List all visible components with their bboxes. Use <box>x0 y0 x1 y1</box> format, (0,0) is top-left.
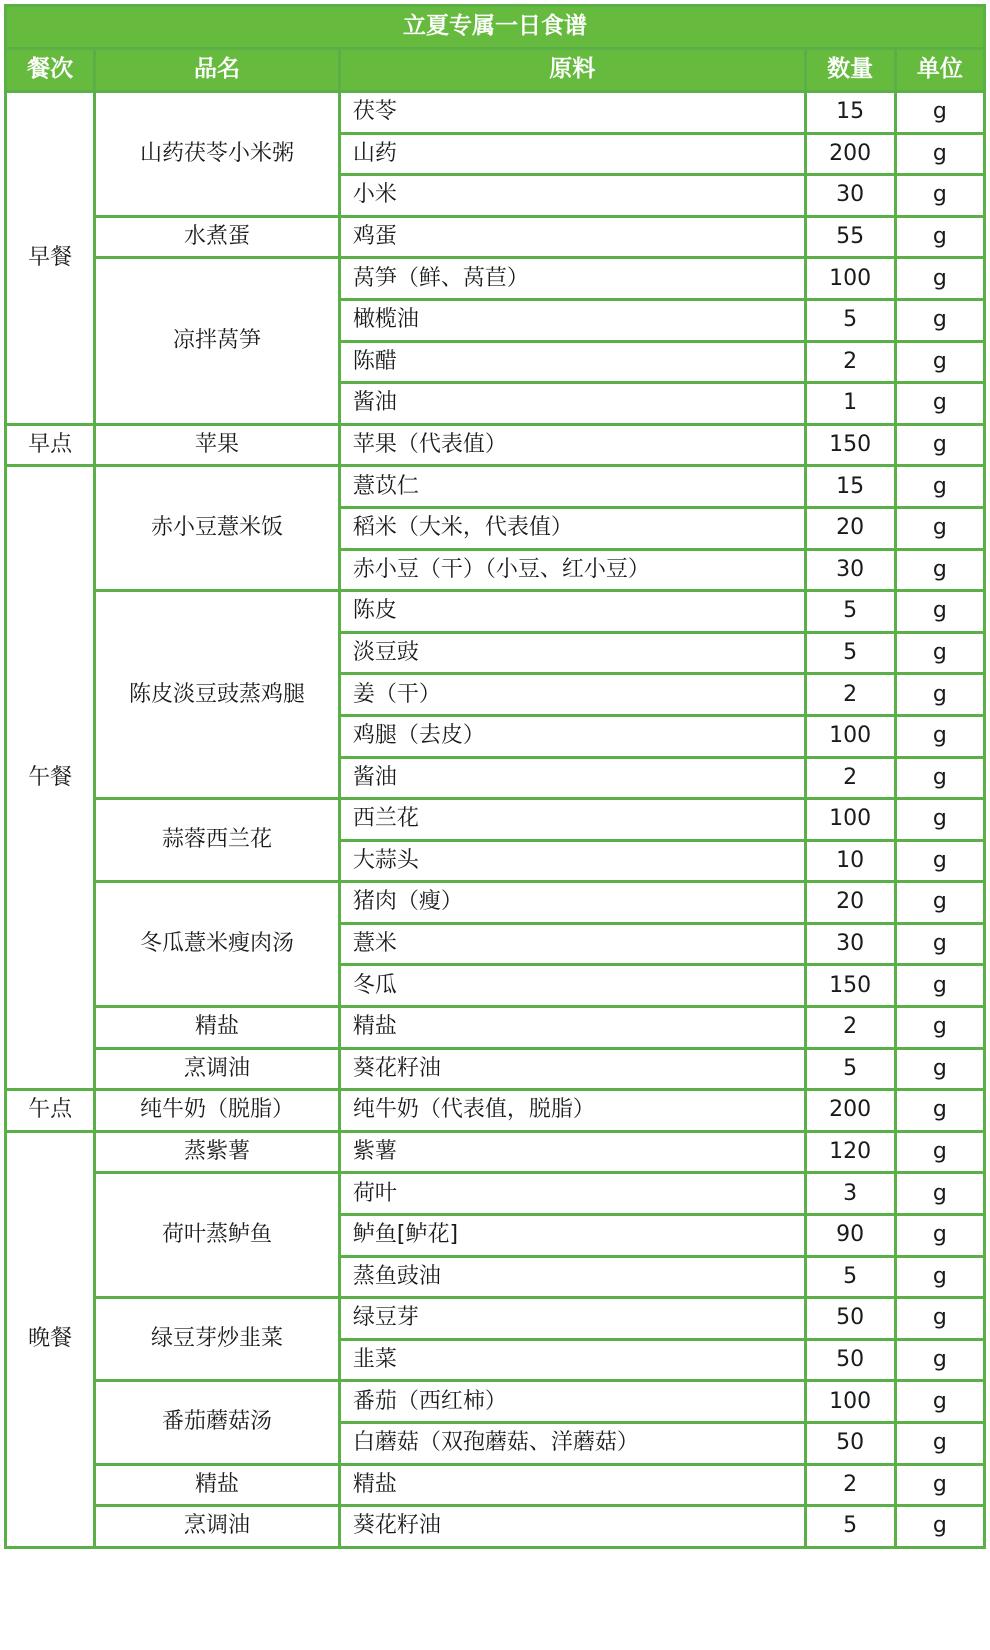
ingredient-cell: 大蒜头 <box>339 840 805 882</box>
dish-cell: 蒸紫薯 <box>95 1131 340 1173</box>
table-row <box>6 1173 985 1215</box>
unit-cell: g <box>895 424 984 466</box>
unit-cell: g <box>895 1215 984 1257</box>
quantity-cell: 2 <box>805 1464 895 1506</box>
quantity-cell: 50 <box>805 1339 895 1381</box>
quantity-cell: 30 <box>805 923 895 965</box>
unit-cell: g <box>895 1256 984 1298</box>
quantity-cell: 5 <box>805 1048 895 1090</box>
dish-cell: 水煮蛋 <box>95 216 340 258</box>
unit-cell: g <box>895 299 984 341</box>
unit-cell: g <box>895 341 984 383</box>
header-quantity: 数量 <box>805 49 895 92</box>
unit-cell: g <box>895 549 984 591</box>
ingredient-cell: 酱油 <box>339 757 805 799</box>
ingredient-cell: 白蘑菇（双孢蘑菇、洋蘑菇） <box>339 1423 805 1465</box>
unit-cell: g <box>895 1506 984 1548</box>
dish-cell: 山药茯苓小米粥 <box>95 92 340 217</box>
unit-cell: g <box>895 1298 984 1340</box>
quantity-cell: 15 <box>805 92 895 134</box>
quantity-cell: 5 <box>805 1256 895 1298</box>
quantity-cell: 5 <box>805 1506 895 1548</box>
dish-cell: 冬瓜薏米瘦肉汤 <box>95 882 340 1007</box>
unit-cell: g <box>895 175 984 217</box>
ingredient-cell: 赤小豆（干）（小豆、红小豆） <box>339 549 805 591</box>
meal-cell: 午点 <box>6 1090 95 1132</box>
table-row <box>6 424 985 466</box>
table-row <box>6 1381 985 1423</box>
unit-cell: g <box>895 715 984 757</box>
quantity-cell: 15 <box>805 466 895 508</box>
unit-cell: g <box>895 507 984 549</box>
unit-cell: g <box>895 466 984 508</box>
meal-cell: 早餐 <box>6 92 95 425</box>
quantity-cell: 5 <box>805 632 895 674</box>
quantity-cell: 100 <box>805 799 895 841</box>
dish-cell: 绿豆芽炒韭菜 <box>95 1298 340 1381</box>
ingredient-cell: 橄榄油 <box>339 299 805 341</box>
quantity-cell: 150 <box>805 965 895 1007</box>
quantity-cell: 90 <box>805 1215 895 1257</box>
quantity-cell: 5 <box>805 591 895 633</box>
ingredient-cell: 茯苓 <box>339 92 805 134</box>
ingredient-cell: 鸡蛋 <box>339 216 805 258</box>
table-row <box>6 1464 985 1506</box>
ingredient-cell: 山药 <box>339 133 805 175</box>
ingredient-cell: 紫薯 <box>339 1131 805 1173</box>
recipe-table <box>4 4 986 1549</box>
table-row <box>6 1007 985 1049</box>
dish-cell: 烹调油 <box>95 1506 340 1548</box>
ingredient-cell: 纯牛奶（代表值，脱脂） <box>339 1090 805 1132</box>
unit-cell: g <box>895 1090 984 1132</box>
unit-cell: g <box>895 632 984 674</box>
header-dish: 品名 <box>95 49 340 92</box>
dish-cell: 荷叶蒸鲈鱼 <box>95 1173 340 1298</box>
quantity-cell: 100 <box>805 1381 895 1423</box>
table-row <box>6 1298 985 1340</box>
ingredient-cell: 鲈鱼[鲈花] <box>339 1215 805 1257</box>
ingredient-cell: 冬瓜 <box>339 965 805 1007</box>
table-row <box>6 216 985 258</box>
quantity-cell: 50 <box>805 1298 895 1340</box>
dish-cell: 烹调油 <box>95 1048 340 1090</box>
unit-cell: g <box>895 965 984 1007</box>
unit-cell: g <box>895 591 984 633</box>
ingredient-cell: 淡豆豉 <box>339 632 805 674</box>
unit-cell: g <box>895 1464 984 1506</box>
table-row <box>6 1048 985 1090</box>
unit-cell: g <box>895 383 984 425</box>
ingredient-cell: 葵花籽油 <box>339 1048 805 1090</box>
ingredient-cell: 陈醋 <box>339 341 805 383</box>
ingredient-cell: 酱油 <box>339 383 805 425</box>
header-meal: 餐次 <box>6 49 95 92</box>
quantity-cell: 100 <box>805 258 895 300</box>
unit-cell: g <box>895 258 984 300</box>
ingredient-cell: 精盐 <box>339 1464 805 1506</box>
ingredient-cell: 小米 <box>339 175 805 217</box>
table-row <box>6 92 985 134</box>
unit-cell: g <box>895 757 984 799</box>
quantity-cell: 20 <box>805 882 895 924</box>
unit-cell: g <box>895 1131 984 1173</box>
quantity-cell: 1 <box>805 383 895 425</box>
dish-cell: 陈皮淡豆豉蒸鸡腿 <box>95 591 340 799</box>
table-row <box>6 1506 985 1548</box>
dish-cell: 纯牛奶（脱脂） <box>95 1090 340 1132</box>
table-row <box>6 1131 985 1173</box>
dish-cell: 精盐 <box>95 1007 340 1049</box>
ingredient-cell: 稻米（大米，代表值） <box>339 507 805 549</box>
quantity-cell: 2 <box>805 341 895 383</box>
quantity-cell: 120 <box>805 1131 895 1173</box>
unit-cell: g <box>895 882 984 924</box>
ingredient-cell: 荷叶 <box>339 1173 805 1215</box>
table-row <box>6 258 985 300</box>
header-unit: 单位 <box>895 49 984 92</box>
unit-cell: g <box>895 1173 984 1215</box>
dish-cell: 赤小豆薏米饭 <box>95 466 340 591</box>
unit-cell: g <box>895 1007 984 1049</box>
meal-cell: 早点 <box>6 424 95 466</box>
quantity-cell: 20 <box>805 507 895 549</box>
unit-cell: g <box>895 1423 984 1465</box>
meal-cell: 晚餐 <box>6 1131 95 1547</box>
quantity-cell: 3 <box>805 1173 895 1215</box>
unit-cell: g <box>895 923 984 965</box>
ingredient-cell: 鸡腿（去皮） <box>339 715 805 757</box>
quantity-cell: 200 <box>805 1090 895 1132</box>
quantity-cell: 30 <box>805 175 895 217</box>
quantity-cell: 100 <box>805 715 895 757</box>
unit-cell: g <box>895 840 984 882</box>
ingredient-cell: 陈皮 <box>339 591 805 633</box>
ingredient-cell: 薏米 <box>339 923 805 965</box>
unit-cell: g <box>895 1381 984 1423</box>
quantity-cell: 55 <box>805 216 895 258</box>
ingredient-cell: 西兰花 <box>339 799 805 841</box>
ingredient-cell: 莴笋（鲜、莴苣） <box>339 258 805 300</box>
unit-cell: g <box>895 92 984 134</box>
dish-cell: 番茄蘑菇汤 <box>95 1381 340 1464</box>
quantity-cell: 2 <box>805 757 895 799</box>
ingredient-cell: 绿豆芽 <box>339 1298 805 1340</box>
quantity-cell: 50 <box>805 1423 895 1465</box>
quantity-cell: 10 <box>805 840 895 882</box>
quantity-cell: 2 <box>805 1007 895 1049</box>
table-row <box>6 591 985 633</box>
unit-cell: g <box>895 1339 984 1381</box>
table-header-row <box>6 49 985 92</box>
ingredient-cell: 蒸鱼豉油 <box>339 1256 805 1298</box>
unit-cell: g <box>895 1048 984 1090</box>
table-title: 立夏专属一日食谱 <box>6 6 985 49</box>
quantity-cell: 5 <box>805 299 895 341</box>
ingredient-cell: 苹果（代表值） <box>339 424 805 466</box>
dish-cell: 苹果 <box>95 424 340 466</box>
table-row <box>6 882 985 924</box>
table-row <box>6 1090 985 1132</box>
table-row <box>6 799 985 841</box>
unit-cell: g <box>895 674 984 716</box>
ingredient-cell: 猪肉（瘦） <box>339 882 805 924</box>
unit-cell: g <box>895 216 984 258</box>
table-title-row <box>6 6 985 49</box>
ingredient-cell: 葵花籽油 <box>339 1506 805 1548</box>
quantity-cell: 30 <box>805 549 895 591</box>
dish-cell: 凉拌莴笋 <box>95 258 340 424</box>
ingredient-cell: 薏苡仁 <box>339 466 805 508</box>
unit-cell: g <box>895 799 984 841</box>
recipe-table-container <box>4 4 986 1549</box>
ingredient-cell: 精盐 <box>339 1007 805 1049</box>
quantity-cell: 200 <box>805 133 895 175</box>
dish-cell: 精盐 <box>95 1464 340 1506</box>
ingredient-cell: 姜（干） <box>339 674 805 716</box>
meal-cell: 午餐 <box>6 466 95 1090</box>
ingredient-cell: 韭菜 <box>339 1339 805 1381</box>
unit-cell: g <box>895 133 984 175</box>
table-row <box>6 466 985 508</box>
header-ingredient: 原料 <box>339 49 805 92</box>
dish-cell: 蒜蓉西兰花 <box>95 799 340 882</box>
ingredient-cell: 番茄（西红柿） <box>339 1381 805 1423</box>
quantity-cell: 150 <box>805 424 895 466</box>
quantity-cell: 2 <box>805 674 895 716</box>
